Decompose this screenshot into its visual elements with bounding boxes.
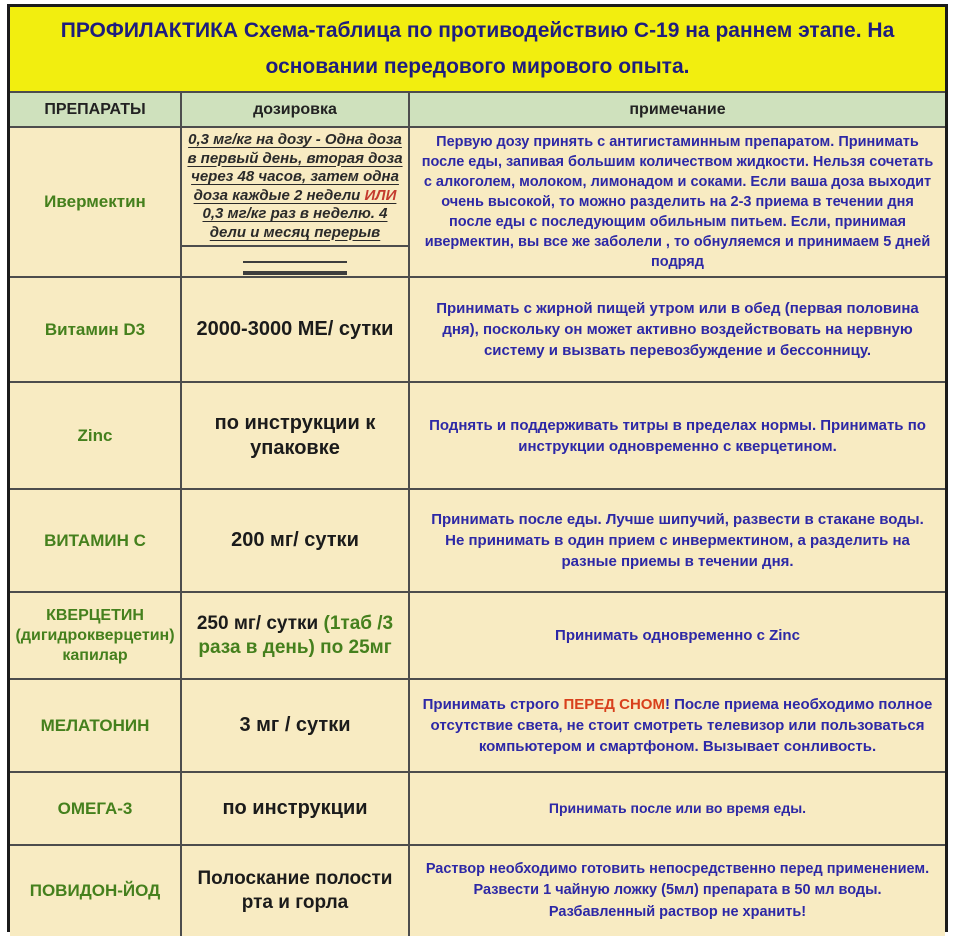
blank-fill-line-thick xyxy=(243,271,347,275)
drug-name: ВИТАМИН С xyxy=(10,490,182,591)
table-row-vitamin-c xyxy=(10,488,945,591)
page-title: ПРОФИЛАКТИКА Схема-таблица по противодействию С-19 на раннем этапе. На основании передового мирового опыта. xyxy=(60,19,895,78)
table-row-omega-3 xyxy=(10,771,945,844)
dosage-value: 2000-3000 МЕ/ сутки xyxy=(182,278,410,381)
table-row-povidone-iodine xyxy=(10,844,945,936)
dosage-text xyxy=(182,128,408,244)
note-text: Раствор необходимо готовить непосредственно перед применением. Развести 1 чайную ложку (5мл) препарата в 50 мл воды. Разбавленный раствор не хранить! xyxy=(425,861,930,920)
dosage-main: 250 мг/ сутки xyxy=(196,612,319,634)
note-text: Принимать одновременно с Zinc xyxy=(555,627,800,644)
dosage-cell xyxy=(182,128,410,276)
note-part1: Принимать строго xyxy=(422,696,564,713)
dosage-value: 200 мг/ сутки xyxy=(182,490,410,591)
table-row-vitamin-d3 xyxy=(10,276,945,381)
column-header-dosage: дозировка xyxy=(182,93,410,126)
cell-sub-divider xyxy=(182,245,408,247)
table-row-melatonin xyxy=(10,678,945,771)
drug-name: Витамин D3 xyxy=(10,278,182,381)
note-cell xyxy=(410,680,945,771)
dosage-value: по инструкции xyxy=(182,773,410,844)
note-text xyxy=(420,694,935,757)
dosage-value: 3 мг / сутки xyxy=(182,680,410,771)
note-part2: ! После приема необходимо полное отсутствие света, не стоит смотреть телевизор или пользоваться компьютером и смартфоном. Вызывает сонливость. xyxy=(430,696,933,755)
dosage-cell xyxy=(182,593,410,678)
column-header-note: примечание xyxy=(410,93,945,126)
banner xyxy=(10,7,945,91)
column-header-drugs: ПРЕПАРАТЫ xyxy=(10,93,182,126)
table-row-zinc xyxy=(10,381,945,488)
dosage-text-part1: 0,3 мг/кг на дозу - Одна доза в первый день, вторая доза через 48 часов, затем одна доза каждые 2 недели xyxy=(187,131,403,204)
table-row-quercetin xyxy=(10,591,945,678)
drug-name: КВЕРЦЕТИН (дигидрокверцетин) капилар xyxy=(10,593,182,678)
note-text: Принимать после еды. Лучше шипучий, развести в стакане воды. Не принимать в один прием с инвермектином, а разделить на разные приемы в течении дня. xyxy=(431,511,924,570)
note-text: Первую дозу принять с антигистаминным препаратом. Принимать после еды, запивая большим количеством жидкости. Нельзя сочетать с алкоголем, молоком, лимонадом и соками. Если ваша доза выходит очень высокой, то можно разделить на 2-3 приема в течении дня после еды с последующим обильным питьем. Если, принимая ивермектин, вы все же заболели , то обнуляемся и принимаем 5 дней подряд xyxy=(421,134,934,270)
dosage-value: по инструкции к упаковке xyxy=(182,383,410,488)
drug-name: ПОВИДОН-ЙОД xyxy=(10,846,182,936)
dosage-text-part2: 0,3 мг/кг раз в неделю. 4 дели и месяц перерыв xyxy=(202,205,388,241)
note-text: Принимать после или во время еды. xyxy=(548,799,807,816)
note-text: Поднять и поддерживать титры в пределах нормы. Принимать по инструкции одновременно с кверцетином. xyxy=(429,416,926,455)
note-before-sleep-highlight: ПЕРЕД СНОМ xyxy=(563,696,665,713)
dosage-or-highlight: ИЛИ xyxy=(364,186,397,204)
drug-name: Zinc xyxy=(10,383,182,488)
dosage-value: Полоскание полости рта и горла xyxy=(182,846,410,936)
blank-fill-line xyxy=(243,261,347,263)
drug-name: МЕЛАТОНИН xyxy=(10,680,182,771)
dosage-text xyxy=(188,612,402,660)
table-row-ivermectin xyxy=(10,126,945,276)
prophylaxis-table-document xyxy=(7,4,948,932)
drug-name: ОМЕГА-3 xyxy=(10,773,182,844)
table-header-row xyxy=(10,91,945,126)
drug-name: Ивермектин xyxy=(10,128,182,276)
dosage-sub: (1таб /3 раза в день) по 25мг xyxy=(198,612,394,658)
note-text: Принимать с жирной пищей утром или в обед (первая половина дня), поскольку он может активно воздействовать на нервную систему и вызвать перевозбуждение и бессонницу. xyxy=(436,300,919,359)
